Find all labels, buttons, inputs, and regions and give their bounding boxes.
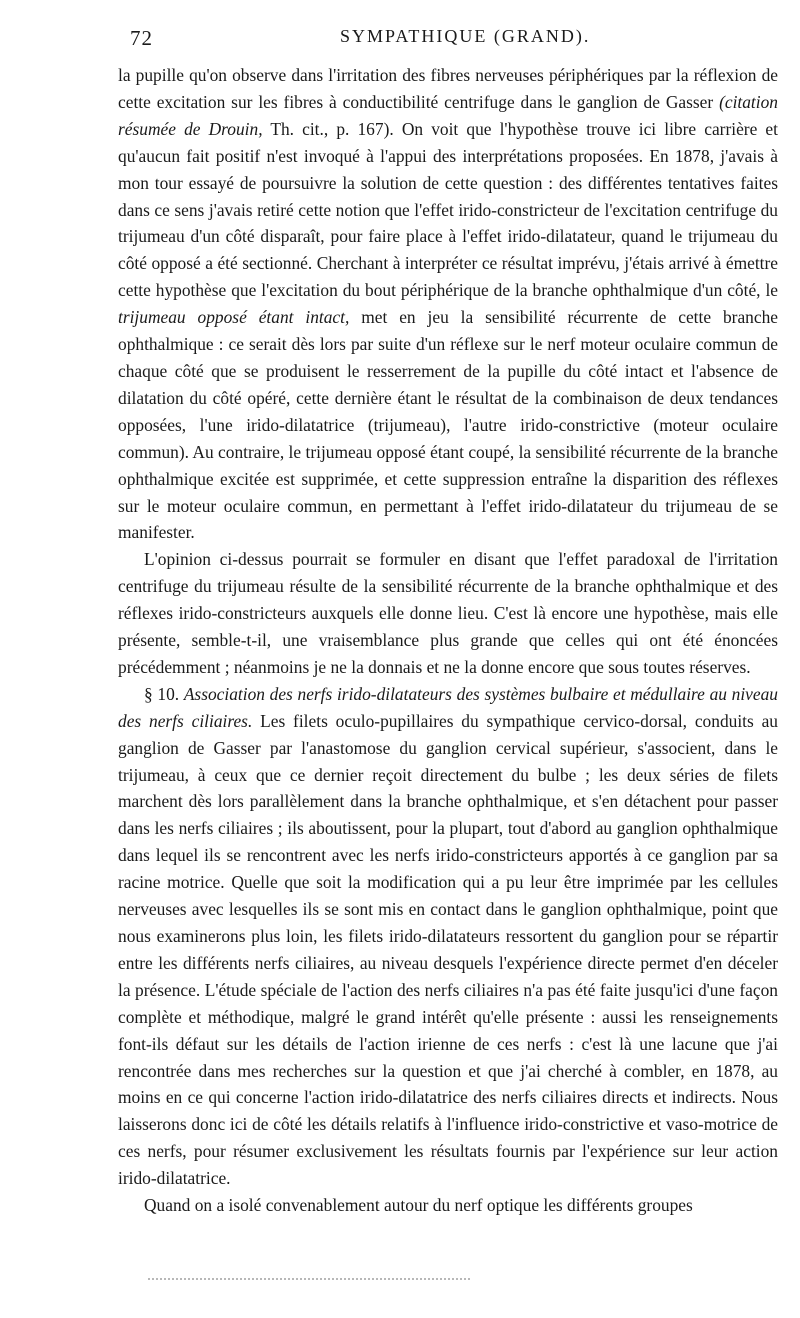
body-text — [118, 62, 778, 1219]
book-page — [118, 22, 778, 1219]
paragraph-4: Quand on a isolé convenablement autour du nerf optique les différents groupes — [144, 1195, 693, 1216]
paragraph-3 — [118, 681, 778, 1192]
page-number: 72 — [130, 26, 153, 50]
section-heading: Association des nerfs irido-dilatateurs des systèmes bulbaire et médullaire au niveau des nerfs ciliaires. — [118, 683, 779, 731]
paragraph-3-text: Les filets oculo-pupillaires du sympathique cervico-dorsal, conduits au ganglion de Gasser par l'anastomose du ganglion cervical supérieur, s'associent, dans le trijumeau, à ceux que ce dernier reçoit directement du bulbe ; les deux séries de filets marchent dès lors parallèlement dans la branche ophthalmique, et s'en détachent pour passer dans les nerfs ciliaires ; ils aboutissent, pour la plupart, tout d'abord au ganglion ophthalmique dans lequel ils se rencontrent avec les nerfs irido-constricteurs apportés à ce ganglion par sa racine motrice. Quelle que soit la modification qui a pu leur être imprimée par les cellules nerveuses avec lesquelles ils se sont mis en contact dans le ganglion ophthalmique, point que nous examinerons plus loin, les filets irido-dilatateurs ressortent du ganglion pour se répartir entre les différents nerfs ciliaires, au niveau desquels l'expérience directe permet d'en déceler la présence. L'étude spéciale de l'action des nerfs ciliaires n'a pas été faite jusqu'ici d'une façon complète et méthodique, malgré le grand intérêt qu'elle présente : aussi les renseignements font-ils défaut sur les détails de l'action irienne de ces nerfs : c'est là une lacune que j'ai rencontrée dans mes recherches sur la question et que j'ai cherché à combler, en 1878, au moins en ce qui concerne l'action irido-dilatatrice des nerfs ciliaires directs et indirects. Nous laisserons donc ici de côté les détails relatifs à l'influence irido-constrictive et vaso-motrice de ces nerfs, pour résumer exclusivement les résultats fournis par l'expérience sur leur action irido-dilatatrice. — [118, 710, 779, 1189]
running-head — [118, 22, 778, 56]
paragraph-1 — [118, 62, 778, 546]
footer-dotted-rule — [148, 1278, 470, 1280]
running-title: SYMPATHIQUE (GRAND). — [340, 26, 591, 46]
citation-reference: (citation résumée de Drouin, — [118, 91, 778, 139]
paragraph-1-text-c: met en jeu la sensibilité récurrente de cette branche ophthalmique : ce serait dès lors par suite d'un réflexe sur le nerf moteur oculaire commun de chaque côté que se produisent le resserrement de la pupille du côté intact et l'absence de dilatation du côté opéré, cette dernière étant le résultat de la combinaison de deux tendances opposées, l'une irido-dilatatrice (trijumeau), l'autre irido-constrictive (moteur oculaire commun). Au contraire, le trijumeau opposé étant coupé, la sensibilité récurrente de la branche ophthalmique excitée est supprimée, et cette suppression entraîne la disparition des réflexes sur le moteur oculaire commun, en permettant à l'effet irido-dilatateur du trijumeau de se manifester. — [118, 307, 778, 543]
section-number: § 10. — [144, 683, 180, 704]
paragraph-1-text-b: Th. cit., p. 167). On voit que l'hypothèse trouve ici libre carrière et qu'aucun fait positif n'est invoqué à l'appui des interprétations proposées. En 1878, j'avais à mon tour essayé de poursuivre la solution de cette question : des différentes tentatives faites dans ce sens j'avais retiré cette notion que l'effet irido-constricteur de l'excitation centrifuge du trijumeau d'un côté disparaît, pour faire place à l'effet irido-dilatateur, quand le trijumeau du côté opposé a été sectionné. Cherchant à interpréter ce résultat imprévu, j'étais arrivé à émettre cette hypothèse que l'excitation du bout périphérique de la branche ophthalmique d'un côté, le — [118, 118, 778, 301]
paragraph-1-text-a: la pupille qu'on observe dans l'irritation des fibres nerveuses périphériques par la réflexion de cette excitation sur les fibres à conductibilité centrifuge dans le ganglion de Gasser — [118, 65, 778, 112]
paragraph-2: L'opinion ci-dessus pourrait se formuler en disant que l'effet paradoxal de l'irritation centrifuge du trijumeau résulte de la sensibilité récurrente de la branche ophthalmique et des réflexes irido-constricteurs auxquels elle donne lieu. C'est là encore une hypothèse, mais elle présente, semble-t-il, une vraisemblance plus grande que celles qui ont été énoncées précédemment ; néanmoins je ne la donnais et ne la donne encore que sous toutes réserves. — [118, 549, 778, 677]
emphasis-trijumeau-oppose: trijumeau opposé étant intact, — [118, 307, 350, 328]
